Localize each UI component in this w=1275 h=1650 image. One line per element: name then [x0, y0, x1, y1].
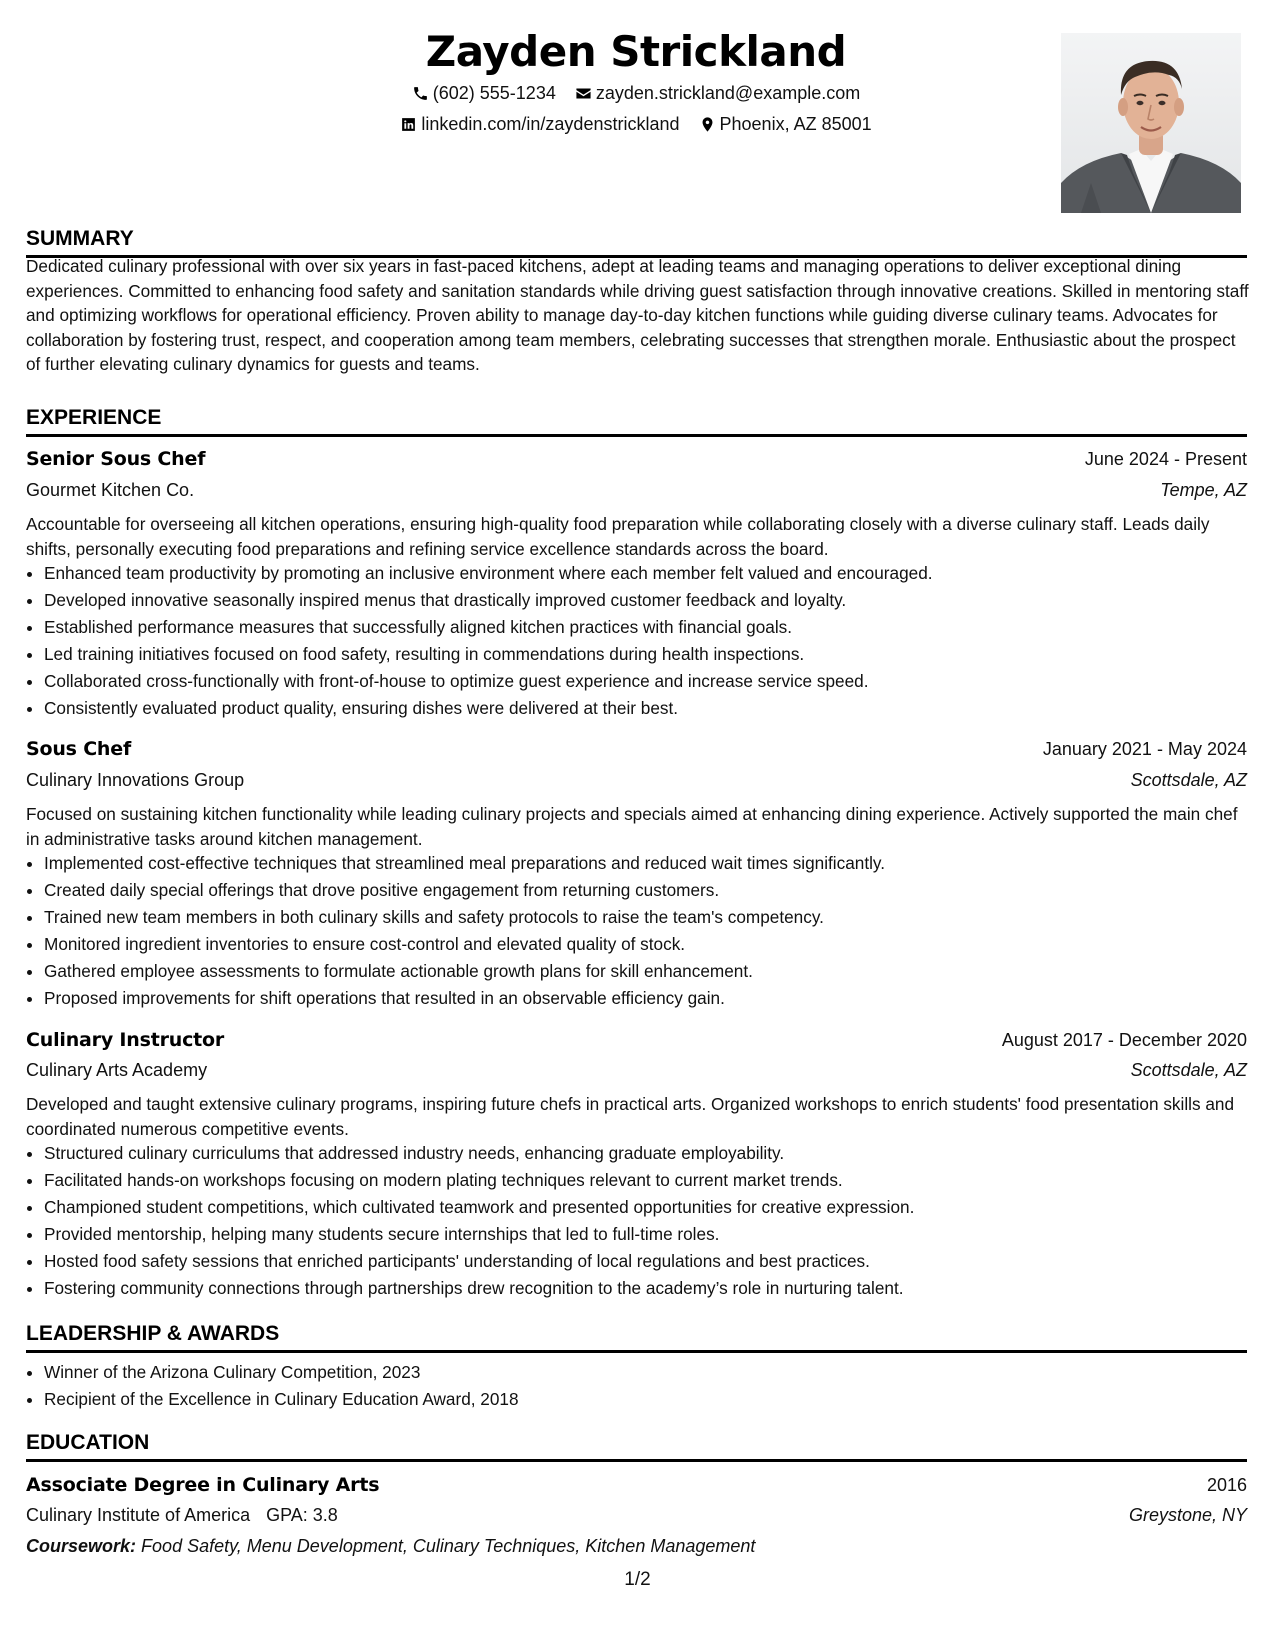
- experience-heading: EXPERIENCE: [26, 404, 1247, 437]
- portrait-illustration: [1061, 33, 1241, 213]
- job-description: Accountable for overseeing all kitchen operations, ensuring high-quality food preparation while collaborating closely with a diverse culinary staff. Leads daily shifts, personally executing food preparations and refining service excellence standards across the board.: [26, 514, 1210, 559]
- summary-heading: SUMMARY: [26, 225, 1247, 258]
- coursework: [26, 1533, 755, 1559]
- contact-phone: [412, 80, 556, 106]
- list-item: • Trained new team members in both culinary skills and safety protocols to raise the team's competency.: [44, 904, 1269, 931]
- list-item: • Structured culinary curriculums that addressed industry needs, enhancing graduate employability.: [44, 1140, 1269, 1167]
- envelope-icon: [575, 85, 592, 102]
- list-item: • Created daily special offerings that drove positive engagement from returning customers.: [44, 877, 1269, 904]
- list-item: • Facilitated hands-on workshops focusing on modern plating techniques relevant to current market trends.: [44, 1167, 1269, 1194]
- phone-text: (602) 555-1234: [432, 83, 556, 103]
- list-item: • Fostering community connections through partnerships drew recognition to the academy’s role in nurturing talent.: [44, 1275, 1269, 1302]
- list-item: • Gathered employee assessments to formulate actionable growth plans for skill enhancement.: [44, 958, 1269, 985]
- list-item: • Developed innovative seasonally inspired menus that drastically improved customer feedback and loyalty.: [44, 587, 1269, 614]
- job-bullets: [26, 560, 1269, 722]
- contact-email[interactable]: [575, 80, 860, 106]
- list-item: • Provided mentorship, helping many students secure internships that led to full-time roles.: [44, 1221, 1269, 1248]
- job-location: Scottsdale, AZ: [1130, 1060, 1247, 1080]
- degree-title: Associate Degree in Culinary Arts: [26, 1474, 380, 1496]
- job-title: Senior Sous Chef: [26, 448, 206, 470]
- contact-location: [699, 111, 872, 137]
- school-info: [26, 1502, 338, 1528]
- email-link[interactable]: zayden.strickland@example.com: [595, 83, 861, 103]
- job-description: Developed and taught extensive culinary programs, inspiring future chefs in practical arts. Organized workshops to enrich students' food presentation skills and coordinated numerous competitive events.: [26, 1094, 1235, 1139]
- graduation-year: 2016: [1206, 1475, 1247, 1495]
- job-location: Tempe, AZ: [1160, 480, 1247, 500]
- list-item: • Enhanced team productivity by promoting an inclusive environment where each member felt valued and encouraged.: [44, 560, 1269, 587]
- linkedin-link[interactable]: linkedin.com/in/zaydenstrickland: [421, 114, 680, 134]
- list-item: • Championed student competitions, which cultivated teamwork and presented opportunities for creative expression.: [44, 1194, 1269, 1221]
- job-dates: August 2017 - December 2020: [1001, 1030, 1247, 1050]
- job-bullets: [26, 1140, 1269, 1302]
- job-title: Culinary Instructor: [26, 1029, 225, 1051]
- school-name: Culinary Institute of America: [26, 1505, 251, 1525]
- list-item: • Established performance measures that successfully aligned kitchen practices with financial goals.: [44, 614, 1269, 641]
- map-pin-icon: [699, 116, 716, 133]
- location-text: Phoenix, AZ 85001: [719, 114, 872, 134]
- awards-heading: LEADERSHIP & AWARDS: [26, 1320, 1247, 1353]
- job-location: Scottsdale, AZ: [1130, 770, 1247, 790]
- candidate-name: Zayden Strickland: [425, 27, 847, 76]
- profile-photo: [1061, 33, 1241, 213]
- awards-list: [26, 1359, 1269, 1413]
- job-dates: June 2024 - Present: [1084, 449, 1247, 469]
- coursework-label: Coursework:: [26, 1536, 137, 1556]
- job-bullets: [26, 850, 1269, 1012]
- list-item: • Hosted food safety sessions that enriched participants' understanding of local regulations and best practices.: [44, 1248, 1269, 1275]
- linkedin-icon: [400, 116, 417, 133]
- phone-icon: [412, 85, 429, 102]
- school-location: Greystone, NY: [1128, 1505, 1247, 1525]
- list-item: • Collaborated cross-functionally with front-of-house to optimize guest experience and increase service speed.: [44, 668, 1269, 695]
- education-heading: EDUCATION: [26, 1429, 1247, 1462]
- job-company: Gourmet Kitchen Co.: [26, 480, 195, 500]
- list-item: • Winner of the Arizona Culinary Competition, 2023: [44, 1359, 1269, 1386]
- list-item: • Monitored ingredient inventories to ensure cost-control and elevated quality of stock.: [44, 931, 1269, 958]
- job-company: Culinary Arts Academy: [26, 1060, 208, 1080]
- job-dates: January 2021 - May 2024: [1042, 739, 1247, 759]
- job-description: Focused on sustaining kitchen functionality while leading culinary projects and specials aimed at enhancing dining experience. Actively supported the main chef in administrative tasks around kitchen management.: [26, 804, 1238, 849]
- list-item: • Led training initiatives focused on food safety, resulting in commendations during health inspections.: [44, 641, 1269, 668]
- page-number: 1/2: [624, 1569, 651, 1590]
- list-item: • Recipient of the Excellence in Culinary Education Award, 2018: [44, 1386, 1269, 1413]
- list-item: • Proposed improvements for shift operations that resulted in an observable efficiency gain.: [44, 985, 1269, 1012]
- contact-linkedin[interactable]: [400, 111, 679, 137]
- list-item: • Implemented cost-effective techniques that streamlined meal preparations and reduced wait times significantly.: [44, 850, 1269, 877]
- job-title: Sous Chef: [26, 738, 132, 760]
- job-company: Culinary Innovations Group: [26, 770, 245, 790]
- summary-text: Dedicated culinary professional with over six years in fast-paced kitchens, adept at leading teams and managing operations to deliver exceptional dining experiences. Committed to enhancing food safety and sanitation standards while driving guest satisfaction through innovative creations. Skilled in mentoring staff and optimizing workflows for operational efficiency. Proven ability to manage day-to-day kitchen functions while guiding diverse culinary teams. Advocates for collaboration by fostering trust, respect, and cooperation among team members, celebrating successes that strengthen morale. Enthusiastic about the prospect of further elevating culinary dynamics for guests and teams.: [26, 256, 1249, 374]
- gpa: GPA: 3.8: [266, 1505, 338, 1525]
- list-item: • Consistently evaluated product quality, ensuring dishes were delivered at their best.: [44, 695, 1269, 722]
- coursework-list: Food Safety, Menu Development, Culinary Techniques, Kitchen Management: [141, 1536, 756, 1556]
